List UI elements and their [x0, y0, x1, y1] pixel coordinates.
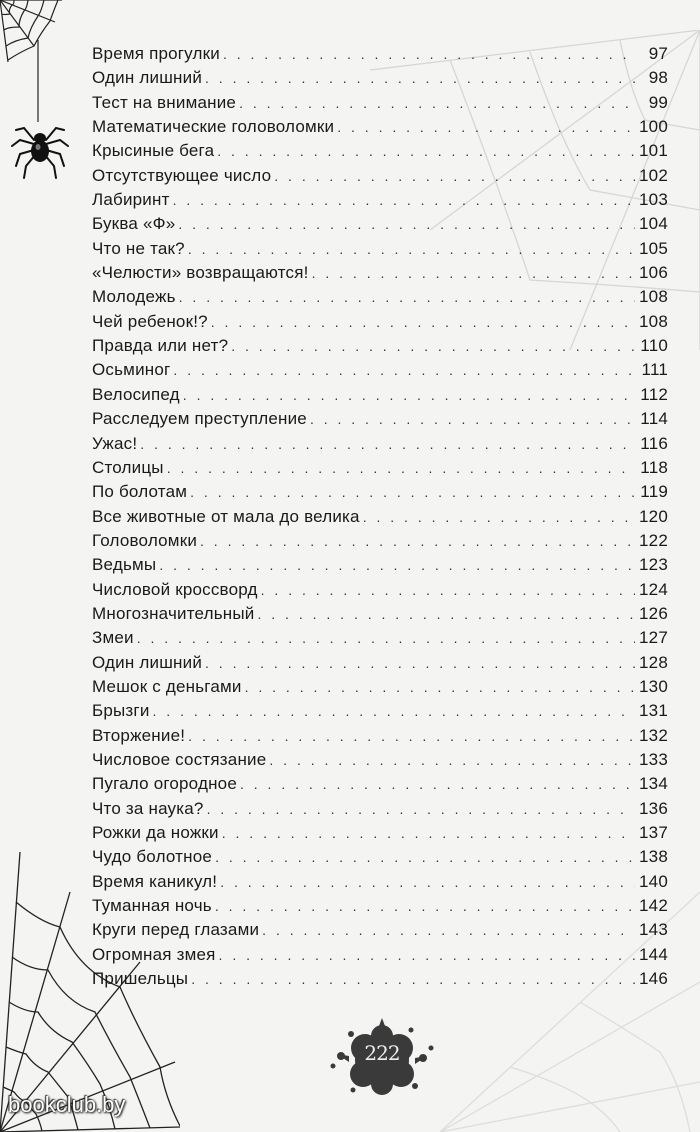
toc-entry-page: 138 [639, 847, 668, 867]
toc-dot-leader [140, 432, 635, 456]
toc-entry-title: Что не так? [92, 238, 185, 258]
toc-entry [92, 870, 668, 894]
site-watermark: bookclub.by [8, 1092, 126, 1117]
toc-dot-leader [337, 115, 635, 139]
toc-entry-title: Осьминог [92, 360, 171, 380]
toc-entry-title: Ведьмы [92, 555, 157, 575]
toc-dot-leader [219, 943, 635, 967]
page-number-badge [323, 1018, 441, 1100]
toc-entry [92, 724, 668, 748]
toc-entry-title: Пугало огородное [92, 774, 237, 794]
toc-entry-page: 128 [639, 652, 668, 672]
toc-entry-page: 143 [639, 920, 668, 940]
toc-entry [92, 432, 668, 456]
toc-entry [92, 334, 668, 358]
toc-entry-page: 105 [639, 238, 668, 258]
toc-dot-leader [231, 334, 635, 358]
toc-entry [92, 675, 668, 699]
toc-entry-page: 132 [639, 725, 668, 745]
toc-entry [92, 602, 668, 626]
toc-entry-title: Время прогулки [92, 44, 220, 63]
toc-entry-page: 119 [640, 482, 668, 502]
toc-entry-title: Чей ребенок!? [92, 311, 208, 331]
toc-entry-page: 112 [640, 384, 668, 404]
toc-entry [92, 285, 668, 309]
toc-entry [92, 115, 668, 139]
toc-entry-page: 142 [639, 896, 668, 916]
toc-entry-page: 102 [639, 165, 668, 185]
toc-entry-title: Один лишний [92, 68, 203, 88]
toc-entry [92, 42, 668, 66]
toc-entry-title: Туманная ночь [92, 896, 212, 916]
toc-entry-page: 97 [648, 44, 668, 63]
table-of-contents [92, 42, 668, 991]
toc-dot-leader [188, 724, 635, 748]
toc-entry-title: Многозначительный [92, 603, 255, 623]
toc-dot-leader [178, 212, 635, 236]
toc-entry [92, 578, 668, 602]
toc-entry-title: Числовое состязание [92, 749, 267, 769]
toc-entry-title: По болотам [92, 482, 188, 502]
toc-entry-title: Змеи [92, 628, 134, 648]
toc-entry-title: Расследуем преступление [92, 409, 307, 429]
toc-entry-page: 111 [641, 360, 668, 380]
toc-entry [92, 407, 668, 431]
toc-entry [92, 310, 668, 334]
toc-entry [92, 91, 668, 115]
toc-entry-title: Огромная змея [92, 944, 216, 964]
toc-entry-page: 134 [639, 774, 668, 794]
toc-dot-leader [211, 310, 635, 334]
spider-icon [10, 110, 70, 180]
toc-dot-leader [217, 139, 635, 163]
toc-entry [92, 772, 668, 796]
toc-dot-leader [269, 748, 635, 772]
toc-entry [92, 505, 668, 529]
toc-entry-title: Крысиные бега [92, 141, 215, 161]
toc-entry [92, 845, 668, 869]
toc-entry-page: 120 [639, 506, 668, 526]
toc-entry-page: 108 [639, 311, 668, 331]
toc-entry-page: 114 [640, 409, 668, 429]
toc-entry [92, 139, 668, 163]
toc-dot-leader [200, 529, 635, 553]
toc-entry-title: Вторжение! [92, 725, 186, 745]
toc-entry-page: 130 [639, 676, 668, 696]
toc-entry-title: Буква «Ф» [92, 214, 176, 234]
toc-dot-leader [173, 188, 635, 212]
toc-entry [92, 456, 668, 480]
toc-entry-title: Молодежь [92, 287, 176, 307]
toc-entry-title: Что за наука? [92, 798, 204, 818]
toc-entry-page: 140 [639, 871, 668, 891]
toc-entry-title: Ужас! [92, 433, 138, 453]
toc-entry-title: Отсутствующее число [92, 165, 272, 185]
toc-dot-leader [215, 894, 635, 918]
toc-dot-leader [310, 407, 635, 431]
toc-entry-page: 122 [639, 530, 668, 550]
toc-entry-page: 99 [648, 92, 668, 112]
toc-entry-title: Головоломки [92, 530, 198, 550]
toc-entry-title: Тест на внимание [92, 92, 237, 112]
toc-entry [92, 480, 668, 504]
page-number: 222 [364, 1041, 400, 1065]
toc-dot-leader [257, 602, 635, 626]
toc-entry-page: 126 [639, 603, 668, 623]
toc-dot-leader [183, 383, 635, 407]
toc-entry-page: 98 [648, 68, 668, 88]
toc-entry-title: Лабиринт [92, 190, 170, 210]
toc-entry [92, 967, 668, 991]
toc-dot-leader [173, 358, 635, 382]
toc-entry [92, 261, 668, 285]
toc-entry [92, 748, 668, 772]
toc-dot-leader [167, 456, 635, 480]
toc-entry-page: 104 [639, 214, 668, 234]
cobweb-icon [0, 0, 90, 200]
toc-entry [92, 553, 668, 577]
toc-entry [92, 651, 668, 675]
toc-entry [92, 383, 668, 407]
toc-entry [92, 797, 668, 821]
toc-dot-leader [159, 553, 635, 577]
toc-dot-leader [220, 870, 635, 894]
toc-entry-title: Велосипед [92, 384, 180, 404]
toc-entry-page: 118 [640, 457, 668, 477]
toc-entry [92, 943, 668, 967]
toc-entry-page: 124 [639, 579, 668, 599]
toc-entry-page: 136 [639, 798, 668, 818]
toc-entry-page: 146 [639, 969, 668, 989]
toc-entry [92, 66, 668, 90]
toc-entry [92, 918, 668, 942]
toc-entry [92, 821, 668, 845]
toc-entry-title: Числовой кроссворд [92, 579, 258, 599]
toc-entry-title: Все животные от мала до велика [92, 506, 360, 526]
toc-entry [92, 188, 668, 212]
toc-dot-leader [261, 578, 635, 602]
toc-entry-title: Мешок с деньгами [92, 676, 242, 696]
toc-entry-title: Чудо болотное [92, 847, 213, 867]
toc-entry-page: 127 [639, 628, 668, 648]
toc-dot-leader [179, 285, 635, 309]
toc-dot-leader [240, 772, 635, 796]
toc-dot-leader [245, 675, 635, 699]
toc-entry [92, 358, 668, 382]
toc-entry-title: Брызги [92, 701, 150, 721]
toc-dot-leader [153, 699, 635, 723]
toc-entry-page: 103 [639, 190, 668, 210]
toc-entry-page: 131 [639, 701, 668, 721]
toc-entry-title: «Челюсти» возвращаются! [92, 263, 309, 283]
toc-dot-leader [205, 66, 635, 90]
toc-dot-leader [239, 91, 635, 115]
toc-dot-leader [205, 651, 635, 675]
toc-entry-page: 133 [639, 749, 668, 769]
toc-entry-page: 106 [639, 263, 668, 283]
toc-entry-page: 144 [639, 944, 668, 964]
toc-dot-leader [222, 821, 635, 845]
toc-dot-leader [207, 797, 635, 821]
toc-entry-page: 108 [639, 287, 668, 307]
toc-entry-title: Правда или нет? [92, 336, 229, 356]
toc-entry [92, 529, 668, 553]
toc-dot-leader [312, 261, 635, 285]
toc-entry-title: Столицы [92, 457, 164, 477]
toc-entry-page: 100 [639, 117, 668, 137]
toc-dot-leader [215, 845, 635, 869]
toc-entry-title: Один лишний [92, 652, 203, 672]
toc-entry-title: Круги перед глазами [92, 920, 260, 940]
toc-dot-leader [223, 42, 635, 66]
toc-entry [92, 699, 668, 723]
toc-entry-page: 123 [639, 555, 668, 575]
toc-entry-title: Время каникул! [92, 871, 218, 891]
toc-entry-title: Рожки да ножки [92, 823, 219, 842]
toc-entry-page: 110 [640, 336, 668, 356]
toc-dot-leader [190, 480, 635, 504]
toc-dot-leader [262, 918, 635, 942]
toc-entry [92, 894, 668, 918]
toc-entry-title: Математические головоломки [92, 117, 335, 137]
toc-dot-leader [188, 237, 635, 261]
toc-entry-page: 116 [640, 433, 668, 453]
toc-dot-leader [191, 967, 635, 991]
toc-dot-leader [137, 626, 635, 650]
toc-dot-leader [363, 505, 635, 529]
toc-entry [92, 212, 668, 236]
toc-entry [92, 626, 668, 650]
toc-entry [92, 237, 668, 261]
toc-entry-page: 137 [639, 823, 668, 842]
toc-entry [92, 164, 668, 188]
toc-entry-page: 101 [639, 141, 668, 161]
toc-entry-title: Пришельцы [92, 969, 189, 989]
toc-dot-leader [274, 164, 635, 188]
